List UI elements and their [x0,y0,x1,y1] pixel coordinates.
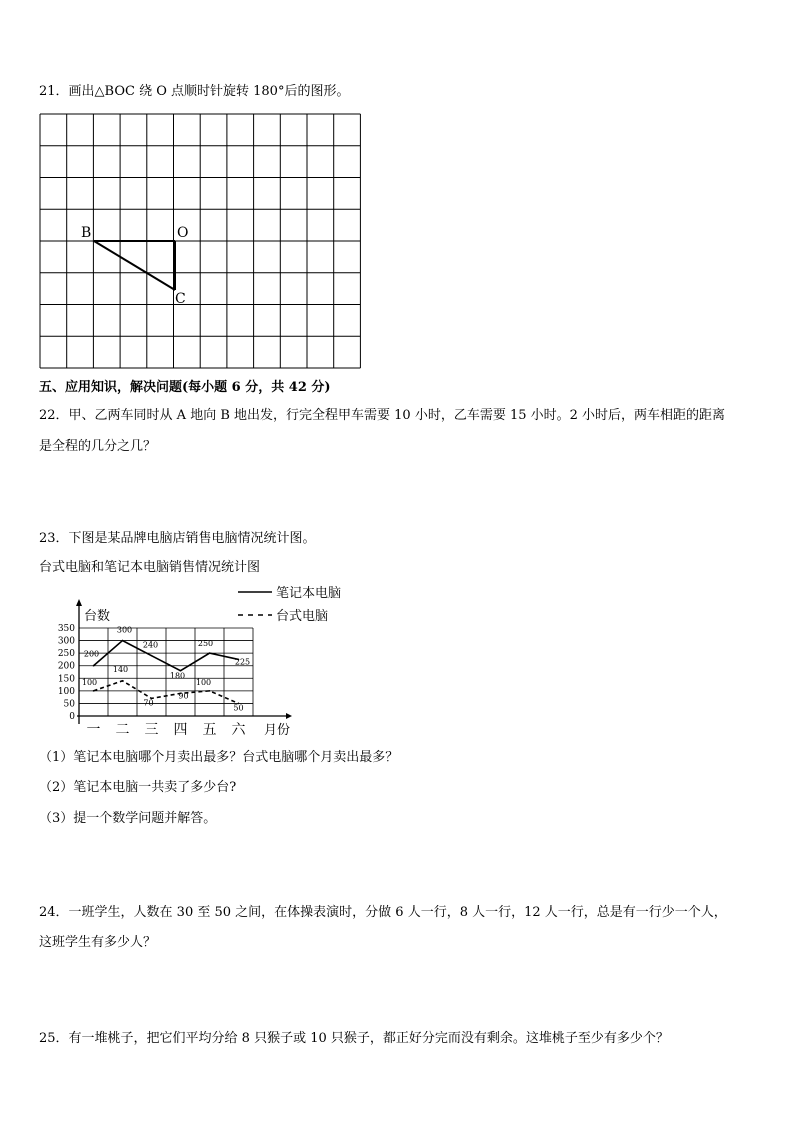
y-tick-label: 0 [69,712,75,722]
q23-sub2: （2）笔记本电脑一共卖了多少台? [39,780,237,795]
point-c-label: C [175,291,186,307]
q23-text: 23．下图是某品牌电脑店销售电脑情况统计图。 [39,531,316,546]
data-point [122,640,124,642]
section-title: 五、应用知识，解决问题(每小题 6 分，共 42 分) [39,380,331,395]
y-axis-arrow [76,599,82,606]
data-label: 225 [234,657,251,667]
data-point [122,680,124,682]
x-axis-arrow [286,713,292,719]
sales-line-chart [0,580,794,740]
x-tick-label: 四 [173,722,188,738]
y-tick-label: 350 [57,624,75,634]
y-tick-label: 300 [57,636,75,647]
point-o-label: O [177,225,189,241]
x-tick-label: 三 [144,722,159,738]
data-point [209,652,211,654]
q24-line1: 24．一班学生，人数在 30 至 50 之间，在体操表演时，分做 6 人一行，8 人一行，12 人一行，总是有一行少一个人， [39,905,727,920]
x-tick-label: 一 [86,722,101,738]
data-point [93,690,95,692]
data-point [209,690,211,692]
data-label: 140 [112,664,129,674]
y-tick-label: 250 [57,649,75,660]
q23-sub1: （1）笔记本电脑哪个月卖出最多？台式电脑哪个月卖出最多？ [39,750,399,765]
x-axis-label: 月份 [264,723,291,738]
y-axis-label: 台数 [84,609,111,624]
y-tick-label: 100 [57,686,75,697]
y-tick-label: 200 [57,661,75,672]
q22-line1: 22．甲、乙两车同时从 A 地向 B 地出发，行完全程甲车需要 10 小时，乙车需要 15 小时。2 小时后，两车相距的距离 [39,408,726,423]
data-label: 200 [83,649,100,659]
y-tick-label: 50 [63,699,75,710]
data-label: 100 [81,677,98,687]
data-point [151,655,153,657]
q21-text: 21．画出△BOC 绕 O 点顺时针旋转 180°后的图形。 [39,84,350,99]
segment-bc [94,241,175,290]
data-label: 250 [197,639,214,649]
data-point [93,665,95,667]
x-tick-label: 六 [231,722,246,738]
q25-text: 25．有一堆桃子，把它们平均分给 8 只猴子或 10 只猴子，都正好分完而没有剩余。这堆桃子至少有多少个？ [39,1031,669,1046]
y-tick-label: 150 [57,674,75,685]
legend-label: 笔记本电脑 [276,586,342,601]
data-label: 180 [169,671,186,681]
rotation-grid [0,0,794,380]
legend-label: 台式电脑 [276,609,329,624]
q23-sub3: （3）提一个数学问题并解答。 [39,811,217,826]
x-tick-label: 五 [202,722,217,738]
x-tick-label: 二 [115,722,130,738]
q24-line2: 这班学生有多少人？ [39,935,157,950]
chart-title: 台式电脑和笔记本电脑销售情况统计图 [39,560,261,575]
data-label: 240 [142,640,159,650]
point-b-label: B [81,225,92,241]
data-label: 70 [143,698,154,708]
data-label: 100 [195,677,212,687]
q22-line2: 是全程的几分之几？ [39,439,157,454]
data-label: 300 [116,625,133,635]
data-label: 50 [233,703,244,713]
data-label: 90 [178,691,189,701]
